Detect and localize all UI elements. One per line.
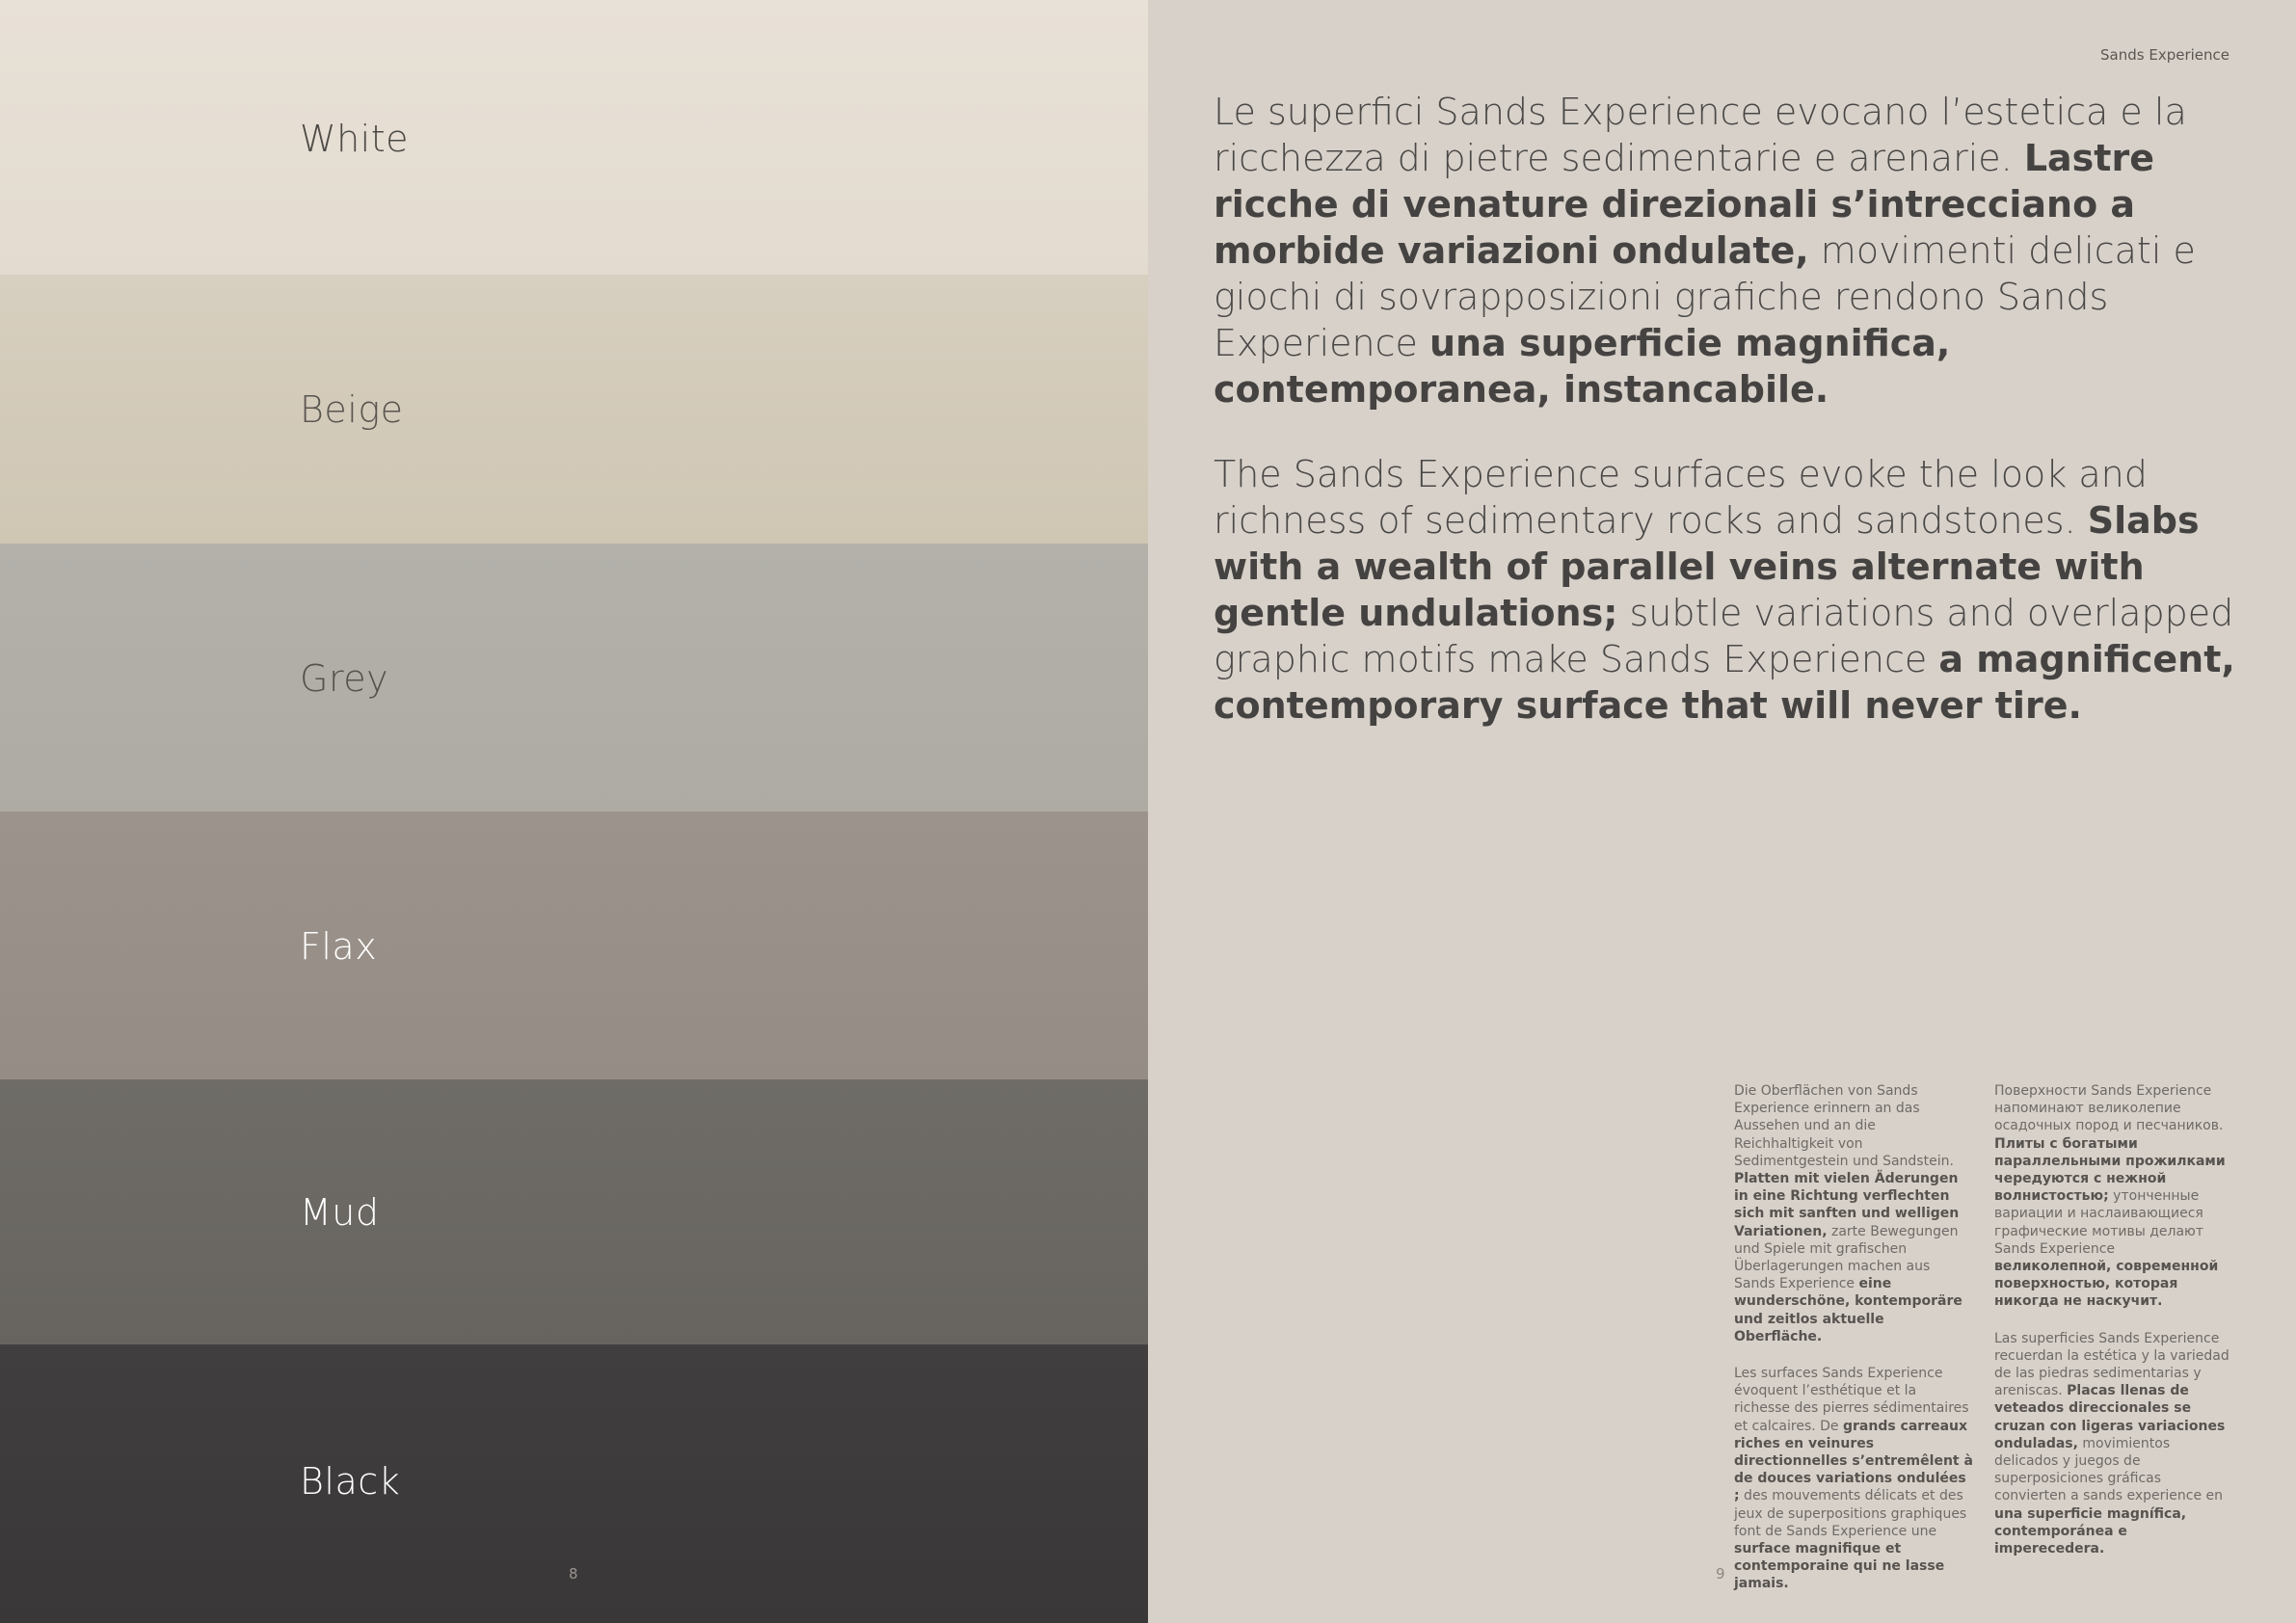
german-bold-2: eine wunderschöne, kontemporäre und zeitlos aktuelle Oberfläche.: [1734, 1276, 1962, 1344]
page-number-right: 9: [1716, 1565, 1725, 1583]
spanish-bold-2: una superficie magnífica, contemporánea e imperecedera.: [1994, 1505, 2187, 1557]
spanish-paragraph: [1994, 1330, 2235, 1558]
english-text-1: The Sands Experience surfaces evoke the look and richness of sedimentary rocks and sandstones.: [1214, 453, 2148, 542]
column-right: [1994, 1082, 2235, 1577]
column-left: [1734, 1082, 1975, 1612]
russian-paragraph: [1994, 1082, 2235, 1311]
swatch-label: Grey: [300, 657, 389, 700]
swatch-flax: [0, 812, 1148, 1079]
german-text-1: Die Oberflächen von Sands Experience erinnern an das Aussehen und an die Reichhaltigkeit von Sedimentgestein und Sandstein.: [1734, 1083, 1954, 1169]
french-paragraph: [1734, 1365, 1975, 1593]
swatch-label: Flax: [300, 925, 378, 968]
right-page: [1148, 0, 2296, 1623]
main-text: [1214, 89, 2235, 767]
italian-bold-1: Lastre ricche di venature direzionali s’intrecciano a morbide variazioni ondulate,: [1214, 137, 2154, 272]
french-bold-2: surface magnifique et contemporaine qui ne lasse jamais.: [1734, 1541, 1945, 1592]
swatch-label: White: [300, 118, 409, 160]
german-paragraph: [1734, 1082, 1975, 1345]
russian-bold-1: Плиты с богатыми параллельными прожилками чередуются с нежной волнистостью;: [1994, 1135, 2226, 1205]
italian-text-2: movimenti delicati e giochi di sovrapposizioni grafiche rendono Sands Experience: [1214, 229, 2196, 364]
swatch-label: Black: [300, 1460, 401, 1503]
spanish-text-1: Las superficies Sands Experience recuerdan la estética y la variedad de las piedras sedimentarias y areniscas.: [1994, 1330, 2229, 1399]
english-bold-1: Slabs with a wealth of parallel veins alternate with gentle undulations;: [1214, 499, 2200, 634]
running-header: Sands Experience: [2100, 46, 2229, 64]
italian-paragraph: [1214, 89, 2235, 412]
swatch-beige: [0, 275, 1148, 544]
swatch-grey: [0, 544, 1148, 812]
russian-text-1: Поверхности Sands Experience напоминают великолепие осадочных пород и песчаников.: [1994, 1083, 2224, 1134]
english-paragraph: [1214, 451, 2235, 729]
german-text-2: zarte Bewegungen und Spiele mit grafischen Überlagerungen machen aus Sands Experience: [1734, 1223, 1959, 1292]
page-number-left: 8: [569, 1565, 578, 1583]
spanish-bold-1: Placas llenas de veteados direccionales se cruzan con ligeras variaciones onduladas,: [1994, 1383, 2226, 1451]
swatch-white: [0, 0, 1148, 275]
french-text-2: des mouvements délicats et des jeux de superpositions graphiques font de Sands Experience une: [1734, 1488, 1967, 1539]
russian-bold-2: великолепной, современной поверхностью, которая никогда не наскучит.: [1994, 1259, 2219, 1310]
swatch-label: Mud: [300, 1191, 380, 1234]
french-bold-1: grands carreaux riches en veinures directionnelles s’entremêlent à de douces variations ondulées ;: [1734, 1418, 1973, 1504]
russian-text-2: утонченные вариации и наслаивающиеся графические мотивы делают Sands Experience: [1994, 1188, 2203, 1257]
spanish-text-2: movimientos delicados y juegos de superposiciones gráficas convierten a sands experience en: [1994, 1435, 2224, 1504]
french-text-1: Les surfaces Sands Experience évoquent l’esthétique et la richesse des pierres sédimentaires et calcaires. De: [1734, 1366, 1969, 1434]
english-bold-2: a magnificent, contemporary surface that will never tire.: [1214, 638, 2235, 727]
english-text-2: subtle variations and overlapped graphic motifs make Sands Experience: [1214, 592, 2234, 680]
german-bold-1: Platten mit vielen Äderungen in eine Richtung verflechten sich mit sanften und welligen Variationen,: [1734, 1171, 1960, 1239]
italian-bold-2: una superficie magnifica, contemporanea, instancabile.: [1214, 322, 1951, 411]
swatch-label: Beige: [300, 388, 404, 431]
italian-text-1: Le superfici Sands Experience evocano l’estetica e la ricchezza di pietre sedimentarie e arenarie.: [1214, 91, 2187, 179]
swatch-mud: [0, 1079, 1148, 1344]
